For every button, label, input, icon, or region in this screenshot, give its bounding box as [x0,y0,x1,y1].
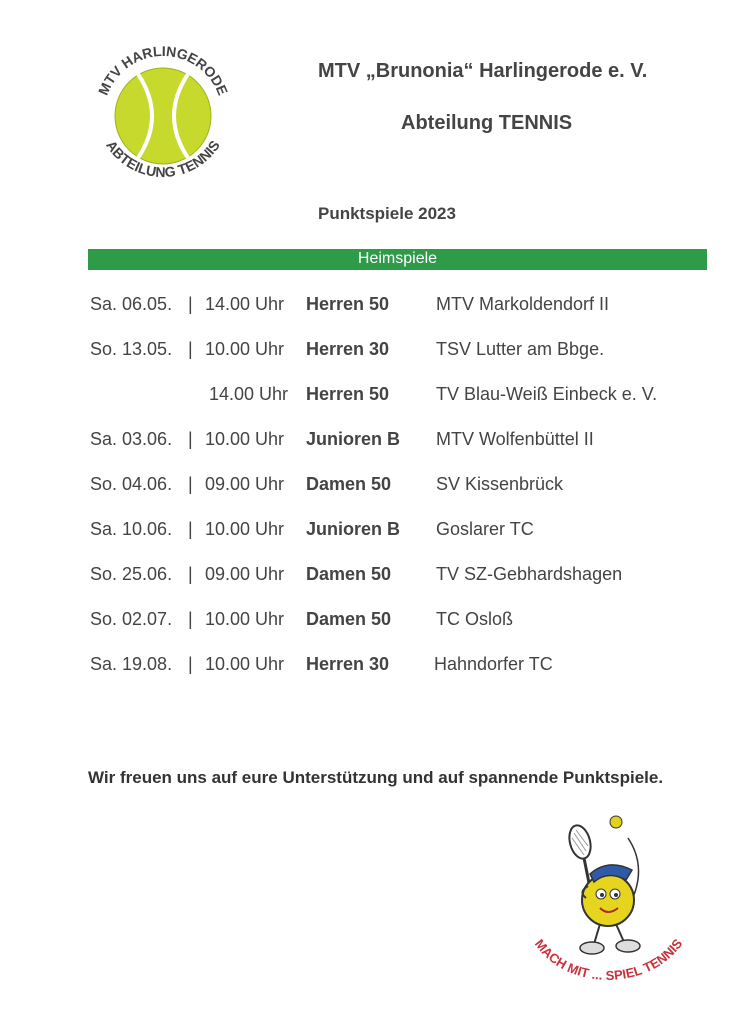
match-row [0,649,731,679]
season-title: Punktspiele 2023 [318,204,456,223]
svg-text:MACH MIT ... SPIEL TENNIS [532,936,686,983]
match-row [0,514,731,544]
match-opponent: MTV Markoldendorf II [436,294,610,314]
match-time: 09.00 Uhr [205,564,285,584]
tennis-ball-icon [115,68,211,164]
match-time: 14.00 Uhr [209,384,289,404]
match-time: 10.00 Uhr [205,339,285,359]
match-row [0,559,731,589]
logo-arc-bottom: ABTEILUNG TENNIS [103,137,223,181]
match-opponent: TV SZ-Gebhardshagen [436,564,623,584]
match-opponent: TC Osloß [436,609,514,629]
section-banner: Heimspiele [88,249,707,270]
match-date: So. 25.06. [90,564,173,584]
match-date: Sa. 03.06. [90,429,173,449]
match-separator: | [188,654,193,674]
match-team: Herren 30 [306,339,390,359]
match-opponent: Goslarer TC [436,519,534,539]
match-separator: | [188,519,193,539]
mascot-slogan: MACH MIT ... SPIEL TENNIS [531,935,686,984]
club-logo [86,38,240,192]
match-time: 10.00 Uhr [205,609,285,629]
logo-arc-top: MTV HARLINGERODE [94,42,232,98]
match-row [0,424,731,454]
match-row [0,289,731,319]
match-team: Junioren B [306,429,401,449]
match-separator: | [188,564,193,584]
match-team: Herren 50 [306,384,390,404]
match-separator: | [188,294,193,314]
match-row [0,334,731,364]
match-date: Sa. 19.08. [90,654,173,674]
match-date: So. 02.07. [90,609,173,629]
match-row [0,604,731,634]
match-row [0,379,731,409]
match-row [0,469,731,499]
match-date: Sa. 06.05. [90,294,173,314]
match-team: Damen 50 [306,609,392,629]
match-time: 09.00 Uhr [205,474,285,494]
department-title: Abteilung TENNIS [401,112,573,134]
match-separator: | [188,474,193,494]
closing-message: Wir freuen uns auf eure Unterstützung und auf spannende Punktspiele. [88,768,664,787]
tennis-racket-icon [566,823,594,888]
match-opponent: Hahndorfer TC [434,654,553,674]
match-date: Sa. 10.06. [90,519,173,539]
tennis-mascot-illustration [508,808,708,993]
match-opponent: MTV Wolfenbüttel II [436,429,594,449]
match-date: So. 13.05. [90,339,173,359]
match-team: Damen 50 [306,564,392,584]
match-separator: | [188,609,193,629]
match-team: Junioren B [306,519,401,539]
match-opponent: TSV Lutter am Bbge. [436,339,605,359]
match-time: 14.00 Uhr [205,294,285,314]
match-date: So. 04.06. [90,474,173,494]
tennis-ball-icon [610,816,622,828]
match-time: 10.00 Uhr [205,519,285,539]
match-team: Herren 30 [306,654,390,674]
match-separator: | [188,339,193,359]
match-separator: | [188,429,193,449]
match-time: 10.00 Uhr [205,429,285,449]
match-opponent: TV Blau-Weiß Einbeck e. V. [436,384,658,404]
match-time: 10.00 Uhr [205,654,285,674]
match-opponent: SV Kissenbrück [436,474,564,494]
match-team: Damen 50 [306,474,392,494]
match-team: Herren 50 [306,294,390,314]
club-name: MTV „Brunonia“ Harlingerode e. V. [318,60,648,82]
